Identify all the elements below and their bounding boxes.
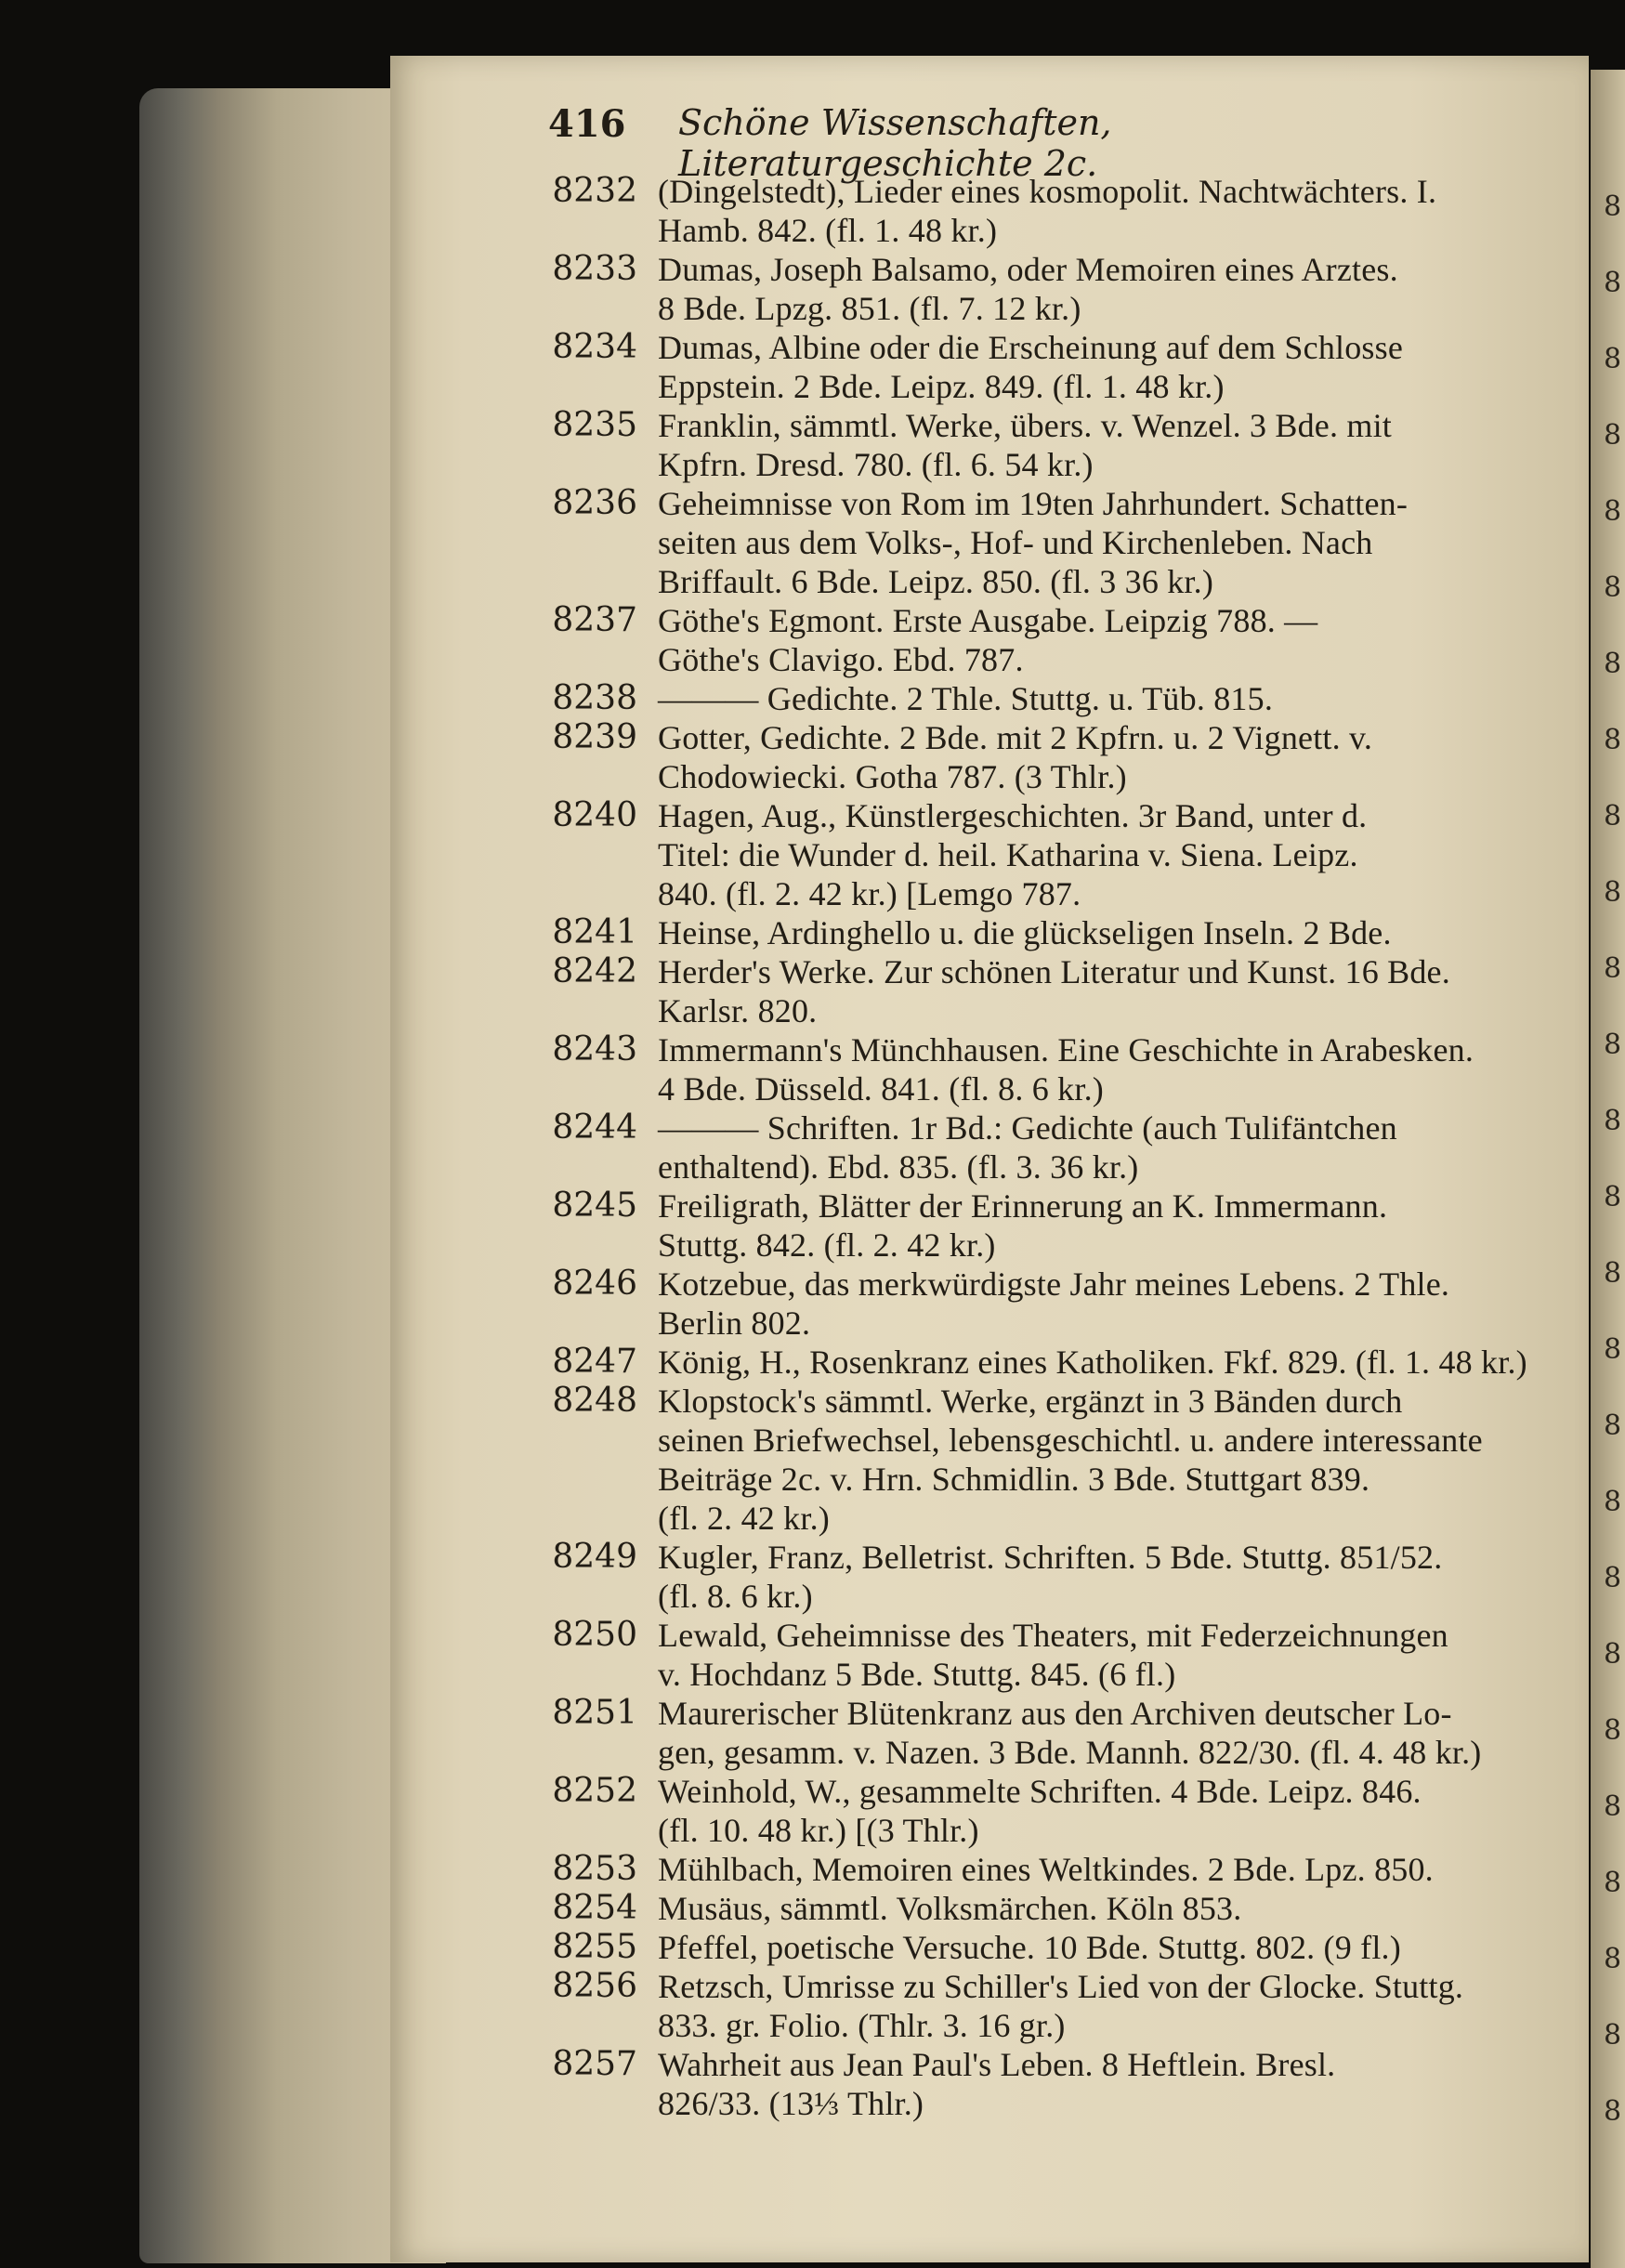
next-page-numeral: 8 <box>1604 1029 1622 1061</box>
entry-text-line: Wahrheit aus Jean Paul's Leben. 8 Heftlein. Bresl. <box>658 2046 1336 2083</box>
next-page-numeral: 8 <box>1604 724 1622 756</box>
next-page-numeral: 8 <box>1604 2095 1622 2128</box>
entry-text-line: 4 Bde. Düsseld. 841. (fl. 8. 6 kr.) <box>658 1070 1104 1108</box>
entry-text-line: Göthe's Egmont. Erste Ausgabe. Leipzig 788. — <box>658 602 1318 639</box>
entry-number: 8257 <box>552 2045 637 2083</box>
entry-text-line: Herder's Werke. Zur schönen Literatur und Kunst. 16 Bde. <box>658 953 1450 990</box>
entry-text-line: gen, gesamm. v. Nazen. 3 Bde. Mannh. 822/30. (fl. 4. 48 kr.) <box>658 1734 1482 1771</box>
entry-text-line: enthaltend). Ebd. 835. (fl. 3. 36 kr.) <box>658 1148 1139 1186</box>
entry-text-line: Karlsr. 820. <box>658 992 818 1029</box>
next-page-numeral: 8 <box>1604 419 1622 452</box>
next-page-numeral: 8 <box>1604 495 1622 528</box>
entry-text-line: Musäus, sämmtl. Volksmärchen. Köln 853. <box>658 1890 1242 1927</box>
entry-number: 8248 <box>552 1382 637 1420</box>
entry-text-line: Franklin, sämmtl. Werke, übers. v. Wenzel. 3 Bde. mit <box>658 407 1392 444</box>
next-page-numeral: 8 <box>1604 1257 1622 1290</box>
next-page-numeral: 8 <box>1604 1790 1622 1823</box>
entry-number: 8240 <box>552 796 637 834</box>
entry-number: 8246 <box>552 1265 637 1303</box>
catalog-entry <box>548 1538 1575 1616</box>
next-page-numeral: 8 <box>1604 1486 1622 1518</box>
catalog-entry <box>548 484 1575 601</box>
catalog-entry <box>548 913 1575 952</box>
entry-text-line: Heinse, Ardinghello u. die glückseligen Inseln. 2 Bde. <box>658 914 1392 951</box>
entry-text-line: Kugler, Franz, Belletrist. Schriften. 5 Bde. Stuttg. 851/52. <box>658 1539 1443 1576</box>
entry-text-line: Weinhold, W., gesammelte Schriften. 4 Bde. Leipz. 846. <box>658 1773 1422 1810</box>
entry-text-line: ——— Gedichte. 2 Thle. Stuttg. u. Tüb. 815. <box>658 680 1274 717</box>
entry-number: 8251 <box>552 1694 637 1732</box>
next-page-numeral: 8 <box>1604 2019 1622 2052</box>
entry-text-line: (fl. 8. 6 kr.) <box>658 1578 813 1615</box>
catalog-entry <box>548 1382 1575 1538</box>
next-page-numeral: 8 <box>1604 1181 1622 1213</box>
entry-number: 8237 <box>552 601 637 639</box>
entry-number: 8236 <box>552 484 637 522</box>
running-title: Schöne Wissenschaften, Literaturgeschichte 2c. <box>678 102 1112 184</box>
next-page-numeral: 8 <box>1604 876 1622 909</box>
catalog-entry <box>548 250 1575 328</box>
next-page-numeral: 8 <box>1604 952 1622 985</box>
entry-number: 8233 <box>552 250 637 288</box>
entry-number: 8254 <box>552 1889 637 1927</box>
entry-number: 8238 <box>552 679 637 717</box>
entry-text-line: Beiträge 2c. v. Hrn. Schmidlin. 3 Bde. Stuttgart 839. <box>658 1461 1370 1498</box>
next-page-numeral: 8 <box>1604 343 1622 375</box>
page-number: 416 <box>548 102 626 146</box>
catalog-entry <box>548 1889 1575 1928</box>
catalog-entry <box>548 1772 1575 1850</box>
catalog-entry <box>548 952 1575 1030</box>
page-header <box>548 102 1477 184</box>
entry-text-line: Berlin 802. <box>658 1304 811 1342</box>
entry-text-line: Kotzebue, das merkwürdigste Jahr meines Lebens. 2 Thle. <box>658 1265 1450 1303</box>
entry-text-line: Gotter, Gedichte. 2 Bde. mit 2 Kpfrn. u. 2 Vignett. v. <box>658 719 1373 756</box>
entry-text-line: 8 Bde. Lpzg. 851. (fl. 7. 12 kr.) <box>658 290 1081 327</box>
entry-text-line: Maurerischer Blütenkranz aus den Archiven deutscher Lo- <box>658 1695 1452 1732</box>
entry-text-line: Freiligrath, Blätter der Erinnerung an K. Immermann. <box>658 1187 1388 1225</box>
catalog-entry <box>548 718 1575 796</box>
catalog-entry <box>548 1928 1575 1967</box>
entry-text-line: seinen Briefwechsel, lebensgeschichtl. u. andere interessante <box>658 1422 1483 1459</box>
entry-number: 8234 <box>552 328 637 366</box>
next-page-numeral: 8 <box>1604 800 1622 832</box>
next-page-numeral: 8 <box>1604 1105 1622 1137</box>
entry-text-line: Klopstock's sämmtl. Werke, ergänzt in 3 Bänden durch <box>658 1383 1403 1420</box>
next-page-numeral: 8 <box>1604 1562 1622 1594</box>
entry-text-line: 833. gr. Folio. (Thlr. 3. 16 gr.) <box>658 2007 1066 2044</box>
catalog-entry <box>548 1265 1575 1343</box>
entry-text-line: Dumas, Joseph Balsamo, oder Memoiren eines Arztes. <box>658 251 1398 288</box>
entry-text-line: Pfeffel, poetische Versuche. 10 Bde. Stuttg. 802. (9 fl.) <box>658 1929 1401 1966</box>
entry-text-line: Geheimnisse von Rom im 19ten Jahrhundert. Schatten- <box>658 485 1409 522</box>
entry-text-line: Briffault. 6 Bde. Leipz. 850. (fl. 3 36 kr.) <box>658 563 1214 600</box>
entry-number: 8255 <box>552 1928 637 1966</box>
entry-text-line: 840. (fl. 2. 42 kr.) [Lemgo 787. <box>658 875 1081 912</box>
catalog-entry <box>548 2045 1575 2123</box>
entry-text-line: Göthe's Clavigo. Ebd. 787. <box>658 641 1024 678</box>
catalog-entry <box>548 1616 1575 1694</box>
catalog-entry <box>548 1850 1575 1889</box>
next-page-numeral: 8 <box>1604 571 1622 604</box>
entry-number: 8232 <box>552 172 637 210</box>
entry-number: 8242 <box>552 952 637 990</box>
entry-text-line: König, H., Rosenkranz eines Katholiken. Fkf. 829. (fl. 1. 48 kr.) <box>658 1344 1527 1381</box>
entry-number: 8245 <box>552 1186 637 1225</box>
entry-text-line: Chodowiecki. Gotha 787. (3 Thlr.) <box>658 758 1127 795</box>
next-page-numeral: 8 <box>1604 1943 1622 1975</box>
catalog-entry <box>548 1694 1575 1772</box>
catalog-entry <box>548 328 1575 406</box>
entry-text-line: Eppstein. 2 Bde. Leipz. 849. (fl. 1. 48 kr.) <box>658 368 1225 405</box>
entry-number: 8249 <box>552 1538 637 1576</box>
entry-number: 8244 <box>552 1108 637 1147</box>
entry-number: 8253 <box>552 1850 637 1888</box>
next-page-numeral: 8 <box>1604 190 1622 223</box>
entry-number: 8247 <box>552 1343 637 1381</box>
catalog-entry <box>548 1108 1575 1186</box>
next-page-numeral: 8 <box>1604 267 1622 299</box>
catalog-entry <box>548 1030 1575 1108</box>
catalog-entry <box>548 601 1575 679</box>
catalog-entry <box>548 1186 1575 1265</box>
next-page-numeral: 8 <box>1604 1409 1622 1442</box>
entry-number: 8241 <box>552 913 637 951</box>
entry-text-line: Kpfrn. Dresd. 780. (fl. 6. 54 kr.) <box>658 446 1094 483</box>
entry-text-line: Dumas, Albine oder die Erscheinung auf dem Schlosse <box>658 329 1404 366</box>
entry-number: 8256 <box>552 1967 637 2005</box>
entry-text-line: Stuttg. 842. (fl. 2. 42 kr.) <box>658 1226 996 1264</box>
catalog-entry <box>548 172 1575 250</box>
catalog-entry <box>548 406 1575 484</box>
entry-text-line: Titel: die Wunder d. heil. Katharina v. Siena. Leipz. <box>658 836 1358 873</box>
catalog-entries <box>548 172 1575 2123</box>
entry-text-line: 826/33. (13⅓ Thlr.) <box>658 2085 924 2122</box>
entry-text-line: ——— Schriften. 1r Bd.: Gedichte (auch Tulifäntchen <box>658 1109 1397 1147</box>
catalog-entry <box>548 1967 1575 2045</box>
next-page-numeral: 8 <box>1604 648 1622 680</box>
catalog-entry <box>548 679 1575 718</box>
entry-text-line: (Dingelstedt), Lieder eines kosmopolit. Nachtwächters. I. <box>658 173 1437 210</box>
next-page-numeral: 8 <box>1604 1867 1622 1899</box>
entry-text-line: Retzsch, Umrisse zu Schiller's Lied von der Glocke. Stuttg. <box>658 1968 1464 2005</box>
entry-text-line: Immermann's Münchhausen. Eine Geschichte in Arabesken. <box>658 1031 1474 1068</box>
next-page-numeral: 8 <box>1604 1638 1622 1671</box>
entry-text-line: Lewald, Geheimnisse des Theaters, mit Federzeichnungen <box>658 1617 1448 1654</box>
entry-number: 8239 <box>552 718 637 756</box>
entry-text-line: Hamb. 842. (fl. 1. 48 kr.) <box>658 212 998 249</box>
next-page-margin <box>1591 70 1625 2268</box>
entry-text-line: Hagen, Aug., Künstlergeschichten. 3r Band, unter d. <box>658 797 1368 834</box>
entry-number: 8243 <box>552 1030 637 1068</box>
next-page-numeral: 8 <box>1604 1714 1622 1747</box>
entry-text-line: (fl. 10. 48 kr.) [(3 Thlr.) <box>658 1812 979 1849</box>
next-page-numeral: 8 <box>1604 1333 1622 1366</box>
entry-text-line: seiten aus dem Volks-, Hof- und Kirchenleben. Nach <box>658 524 1373 561</box>
entry-text-line: v. Hochdanz 5 Bde. Stuttg. 845. (6 fl.) <box>658 1656 1176 1693</box>
entry-number: 8250 <box>552 1616 637 1654</box>
entry-number: 8235 <box>552 406 637 444</box>
entry-text-line: Mühlbach, Memoiren eines Weltkindes. 2 Bde. Lpz. 850. <box>658 1851 1434 1888</box>
entry-text-line: (fl. 2. 42 kr.) <box>658 1500 830 1537</box>
entry-number: 8252 <box>552 1772 637 1810</box>
catalog-entry <box>548 1343 1575 1382</box>
catalog-entry <box>548 796 1575 913</box>
